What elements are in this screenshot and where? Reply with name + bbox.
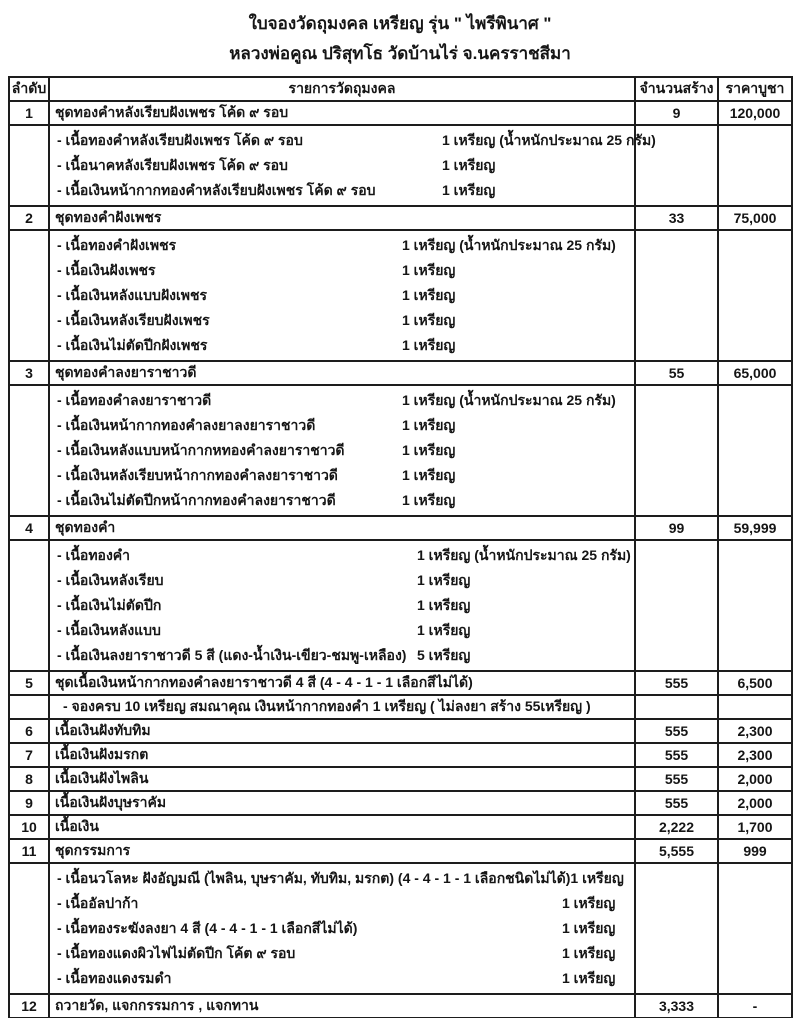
item-title: ถวายวัด, แจกกรรมการ , แจกทาน xyxy=(49,994,635,1018)
price: 2,000 xyxy=(718,791,792,815)
empty-cell xyxy=(9,230,49,361)
empty-cell xyxy=(635,540,718,671)
sub-item-qty: 1 เหรียญ xyxy=(402,262,456,278)
empty-cell xyxy=(9,695,49,719)
sub-item-qty: 1 เหรียญ xyxy=(402,442,456,458)
made-count: 99 xyxy=(635,516,718,540)
sub-item xyxy=(57,618,634,643)
table-subitem-row xyxy=(9,125,792,206)
sub-item-qty: 1 เหรียญ (น้ำหนักประมาณ 25 กรัม) xyxy=(417,547,631,563)
sub-item-list xyxy=(49,385,635,516)
item-title: ชุดทองคำ xyxy=(49,516,635,540)
empty-cell xyxy=(718,863,792,994)
sub-item-label: - เนื้อทองแดงรมดำ xyxy=(57,970,172,986)
price: 999 xyxy=(718,839,792,863)
sub-item xyxy=(57,488,634,513)
item-title: เนื้อเงินฝังบุษราคัม xyxy=(49,791,635,815)
price: 1,700 xyxy=(718,815,792,839)
row-number: 6 xyxy=(9,719,49,743)
sub-item-qty: 1 เหรียญ xyxy=(442,182,496,198)
empty-cell xyxy=(635,695,718,719)
made-count: 555 xyxy=(635,719,718,743)
header-cell-price: ราคาบูชา xyxy=(718,77,792,101)
table-subitem-row xyxy=(9,863,792,994)
sub-item xyxy=(57,866,634,891)
table-row xyxy=(9,839,792,863)
sub-item-qty: 1 เหรียญ xyxy=(442,157,496,173)
sub-item-qty: 1 เหรียญ (น้ำหนักประมาณ 25 กรัม) xyxy=(402,392,616,408)
sub-item-qty: 1 เหรียญ xyxy=(402,312,456,328)
sub-item-label: - เนื้อนวโลหะ ฝังอัญมณี (ไพลิน, บุษราคัม, ทับทิม, มรกต) (4 - 4 - 1 - 1 เลือกชนิดไม่ได้) xyxy=(57,870,571,886)
price: 75,000 xyxy=(718,206,792,230)
header-cell-item: รายการวัดถุมงคล xyxy=(49,77,635,101)
sub-item-label: - เนื้อเงินหน้ากากทองคำหลังเรียบฝังเพชร โค้ด ๙ รอบ xyxy=(57,182,376,198)
table-row xyxy=(9,767,792,791)
row-number: 2 xyxy=(9,206,49,230)
sub-item-label: - เนื้อเงินหลังเรียบหน้ากากทองคำลงยาราชาวดี xyxy=(57,467,338,483)
sub-item-label: - เนื้อทองแดงผิวไฟไม่ตัดปีก โค้ต ๙ รอบ xyxy=(57,945,296,961)
row-number: 3 xyxy=(9,361,49,385)
price: 2,300 xyxy=(718,743,792,767)
sub-item xyxy=(57,643,634,668)
header-cell-qty: จำนวนสร้าง xyxy=(635,77,718,101)
item-title: เนื้อเงิน xyxy=(49,815,635,839)
made-count: 555 xyxy=(635,767,718,791)
price: 120,000 xyxy=(718,101,792,125)
sub-item-qty: 1 เหรียญ xyxy=(562,920,616,936)
item-title: ชุดเนื้อเงินหน้ากากทองคำลงยาราชาวดี 4 สี (4 - 4 - 1 - 1 เลือกสีไม่ได้) xyxy=(49,671,635,695)
table-row xyxy=(9,361,792,385)
table-row xyxy=(9,516,792,540)
sub-item xyxy=(57,308,634,333)
made-count: 3,333 xyxy=(635,994,718,1018)
table-header-row xyxy=(9,77,792,101)
sub-item-qty: 1 เหรียญ (น้ำหนักประมาณ 25 กรัม) xyxy=(442,132,656,148)
order-table xyxy=(8,76,793,1018)
sub-item-label: - เนื้อเงินหน้ากากทองคำลงยาลงยาราชาวดี xyxy=(57,417,316,433)
sub-item-qty: 5 เหรียญ xyxy=(417,647,471,663)
item-title: เนื้อเงินฝังไพลิน xyxy=(49,767,635,791)
row-number: 4 xyxy=(9,516,49,540)
sub-item-label: - เนื้อทองคำลงยาราชาวดี xyxy=(57,392,212,408)
empty-cell xyxy=(635,385,718,516)
made-count: 55 xyxy=(635,361,718,385)
sub-item-label: - เนื้อเงินหลังเรียบฝังเพชร xyxy=(57,312,210,328)
sub-item-qty: 1 เหรียญ xyxy=(562,970,616,986)
sub-item-label: - เนื้อเงินหลังแบบหน้ากากหทองคำลงยาราชาวดี xyxy=(57,442,345,458)
sub-item-label: - เนื้อทองคำ xyxy=(57,547,131,563)
sub-item-label: - เนื้อเงินฝังเพชร xyxy=(57,262,156,278)
sub-item-label: - เนื้อเงินหลังแบบ xyxy=(57,622,161,638)
sub-item-label: - เนื้อเงินหลังแบบฝังเพชร xyxy=(57,287,208,303)
table-body xyxy=(9,101,792,1018)
sub-item-qty: 1 เหรียญ xyxy=(562,895,616,911)
row-number: 1 xyxy=(9,101,49,125)
sub-item-qty: 1 เหรียญ xyxy=(402,287,456,303)
item-title: เนื้อเงินฝังทับทิม xyxy=(49,719,635,743)
table-row xyxy=(9,719,792,743)
sub-item xyxy=(57,891,634,916)
sub-item-qty: 1 เหรียญ xyxy=(417,622,471,638)
row-number: 7 xyxy=(9,743,49,767)
empty-cell xyxy=(718,230,792,361)
document-title-line2: หลวงพ่อคูณ ปริสุทโธ วัดบ้านไร่ จ.นครราชสีมา xyxy=(229,44,571,63)
sub-item-qty: 1 เหรียญ xyxy=(417,572,471,588)
sub-item-label: - เนื้อเงินลงยาราชาวดี 5 สี (แดง-น้ำเงิน-เขียว-ชมพู-เหลือง) xyxy=(57,647,407,663)
sub-item-label: - เนื้อทองระฆังลงยา 4 สี (4 - 4 - 1 - 1 เลือกสีไม่ได้) xyxy=(57,920,358,936)
table-row xyxy=(9,101,792,125)
header-cell-no: ลำดับ xyxy=(9,77,49,101)
row-number: 8 xyxy=(9,767,49,791)
price: - xyxy=(718,994,792,1018)
row-number: 5 xyxy=(9,671,49,695)
sub-item xyxy=(57,568,634,593)
sub-item-qty: 1 เหรียญ xyxy=(402,337,456,353)
price: 2,000 xyxy=(718,767,792,791)
item-title: ชุดทองคำหลังเรียบฝังเพชร โค้ด ๙ รอบ xyxy=(49,101,635,125)
sub-item-label: - เนื้ออัลปาก้า xyxy=(57,895,139,911)
row-number: 9 xyxy=(9,791,49,815)
empty-cell xyxy=(635,863,718,994)
sub-item-list xyxy=(49,125,656,206)
sub-item-qty: 1 เหรียญ xyxy=(562,945,616,961)
sub-item-label: - เนื้อเงินไม่ตัดปีกฝังเพชร xyxy=(57,337,208,353)
sub-item-qty: 1 เหรียญ (น้ำหนักประมาณ 25 กรัม) xyxy=(402,237,616,253)
made-count: 9 xyxy=(635,101,718,125)
sub-item-list xyxy=(49,863,635,994)
sub-item-label: - เนื้อเงินไม่ตัดปีก xyxy=(57,597,162,613)
table-row xyxy=(9,791,792,815)
made-count: 555 xyxy=(635,791,718,815)
table-row xyxy=(9,815,792,839)
item-title: ชุดทองคำลงยาราชาวดี xyxy=(49,361,635,385)
empty-cell xyxy=(718,695,792,719)
table-subitem-row xyxy=(9,540,792,671)
row-number: 12 xyxy=(9,994,49,1018)
sub-item-qty: 1 เหรียญ xyxy=(402,417,456,433)
sub-item xyxy=(57,283,634,308)
sub-item xyxy=(57,388,634,413)
table-note-row xyxy=(9,695,792,719)
item-title: ชุดทองคำฝังเพชร xyxy=(49,206,635,230)
row-number: 10 xyxy=(9,815,49,839)
sub-item xyxy=(57,543,634,568)
sub-item-qty: 1 เหรียญ xyxy=(570,870,624,886)
sub-item xyxy=(57,128,656,153)
empty-cell xyxy=(9,385,49,516)
sub-item-list xyxy=(49,540,635,671)
sub-item xyxy=(57,438,634,463)
sub-item xyxy=(57,593,634,618)
sub-item-list xyxy=(49,230,635,361)
empty-cell xyxy=(718,540,792,671)
table-row xyxy=(9,671,792,695)
sub-item xyxy=(57,333,634,358)
price: 65,000 xyxy=(718,361,792,385)
sub-item-label: - เนื้อนาคหลังเรียบฝังเพชร โค้ด ๙ รอบ xyxy=(57,157,288,173)
price: 59,999 xyxy=(718,516,792,540)
empty-cell xyxy=(9,540,49,671)
sub-item xyxy=(57,258,634,283)
empty-cell xyxy=(9,863,49,994)
sub-item xyxy=(57,153,634,178)
made-count: 5,555 xyxy=(635,839,718,863)
made-count: 2,222 xyxy=(635,815,718,839)
empty-cell xyxy=(635,230,718,361)
made-count: 555 xyxy=(635,671,718,695)
table-subitem-row xyxy=(9,230,792,361)
sub-item-qty: 1 เหรียญ xyxy=(402,492,456,508)
sub-item xyxy=(57,413,634,438)
item-title: ชุดกรรมการ xyxy=(49,839,635,863)
price: 2,300 xyxy=(718,719,792,743)
sub-item-label: - เนื้อเงินหลังเรียบ xyxy=(57,572,164,588)
sub-item xyxy=(57,233,634,258)
made-count: 555 xyxy=(635,743,718,767)
document-title-line1: ใบจองวัดถุมงคล เหรียญ รุ่น " ไพรีพินาศ " xyxy=(248,14,552,33)
empty-cell xyxy=(718,125,792,206)
price: 6,500 xyxy=(718,671,792,695)
sub-item xyxy=(57,463,634,488)
sub-item-label: - เนื้อทองคำหลังเรียบฝังเพชร โค้ด ๙ รอบ xyxy=(57,132,303,148)
sub-item xyxy=(57,941,634,966)
item-title: เนื้อเงินฝังมรกต xyxy=(49,743,635,767)
made-count: 33 xyxy=(635,206,718,230)
row-number: 11 xyxy=(9,839,49,863)
table-row xyxy=(9,994,792,1018)
sub-item-qty: 1 เหรียญ xyxy=(417,597,471,613)
empty-cell xyxy=(9,125,49,206)
table-row xyxy=(9,743,792,767)
sub-item-qty: 1 เหรียญ xyxy=(402,467,456,483)
sub-item xyxy=(57,916,634,941)
sub-item xyxy=(57,178,634,203)
table-row xyxy=(9,206,792,230)
bonus-note: - จองครบ 10 เหรียญ สมณาคุณ เงินหน้ากากทองคำ 1 เหรียญ ( ไม่ลงยา สร้าง 55เหรียญ ) xyxy=(49,695,635,719)
sub-item-label: - เนื้อทองคำฝังเพชร xyxy=(57,237,177,253)
empty-cell xyxy=(718,385,792,516)
sub-item-label: - เนื้อเงินไม่ตัดปีกหน้ากากทองคำลงยาราชาวดี xyxy=(57,492,336,508)
sub-item xyxy=(57,966,634,991)
table-subitem-row xyxy=(9,385,792,516)
